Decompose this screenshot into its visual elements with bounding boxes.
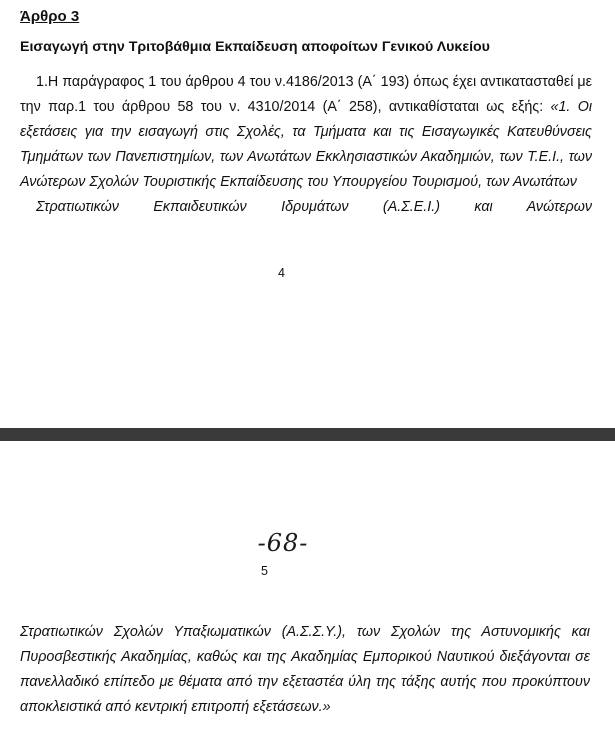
paragraph-quote-text: «1. Οι εξετάσεις για την εισαγωγή στις Σχολές, τα Τμήματα και τις Εισαγωγικές Κατευθύνσεις Τμημάτων των Πανεπιστημίων, των Ανωτάτων Εκκλησιαστικών Ακαδημιών, των Τ.Ε.Ι., των Ανώτερων Σχολών Τουριστικής Εκπαίδευσης του Υπουργείου Τουρισμού, των Ανωτάτων	[20, 99, 592, 190]
article-heading: Άρθρο 3	[20, 8, 80, 25]
handwritten-mark-text: -68-	[257, 529, 309, 557]
paragraph-intro-text: 1.Η παράγραφος 1 του άρθρου 4 του ν.4186/2013 (Α΄ 193) όπως έχει αντικατασταθεί με την παρ.1 του άρθρου 58 του ν. 4310/2014 (Α΄ 258), αντικαθίσταται ως εξής:	[20, 74, 592, 115]
page-separator	[0, 428, 615, 441]
handwritten-page-mark	[238, 523, 328, 563]
page-number: 4	[278, 266, 285, 280]
article-paragraph-continuation: Στρατιωτικών Σχολών Υπαξιωματικών (Α.Σ.Σ.Υ.), των Σχολών της Αστυνομικής και Πυροσβεστικής Ακαδημίας, καθώς και της Ακαδημίας Εμπορικού Ναυτικού διεξάγονται σε πανελλαδικό επίπεδο με θέματα από την εξεταστέα ύλη της τάξης αυτής που προκύπτουν αποκλειστικά από κεντρική επιτροπή εξετάσεων.»	[20, 624, 590, 715]
page-number: 5	[261, 564, 268, 578]
paragraph-last-line: Στρατιωτικών Εκπαιδευτικών Ιδρυμάτων (Α.Σ.Ε.Ι.) και Ανώτερων	[36, 199, 592, 215]
article-paragraph-1	[20, 70, 592, 220]
article-subtitle: Εισαγωγή στην Τριτοβάθμια Εκπαίδευση αποφοίτων Γενικού Λυκείου	[20, 39, 490, 55]
